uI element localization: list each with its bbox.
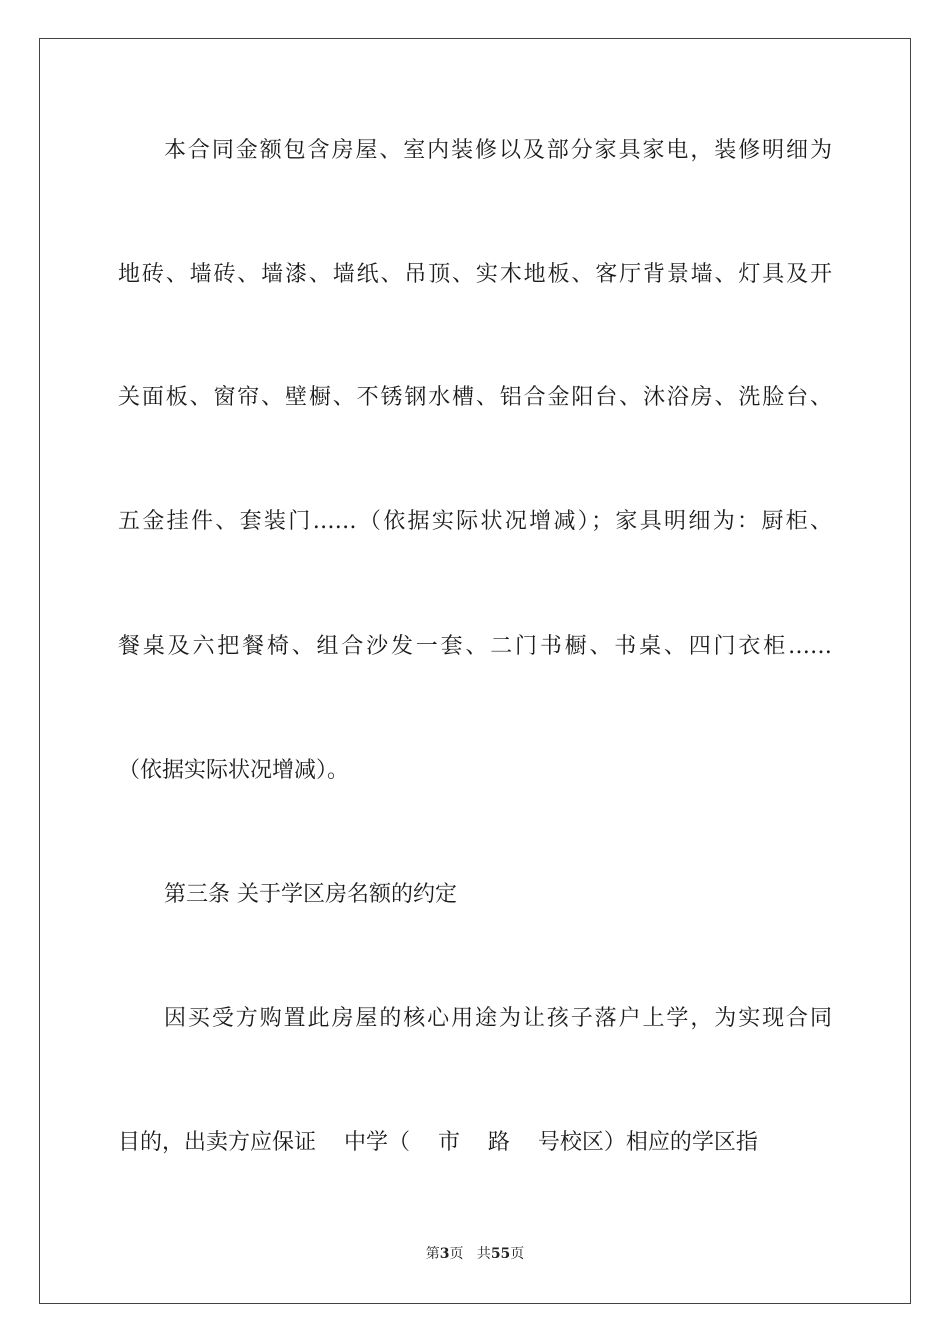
footer-total-suffix: 页	[510, 1246, 525, 1262]
text-line-9: 目的，出卖方应保证 中学（ 市 路 号校区）相应的学区指	[118, 1130, 758, 1155]
text-line-6: （依据实际状况增减）。	[118, 758, 350, 783]
section-heading: 第三条 关于学区房名额的约定	[164, 882, 457, 907]
page-border	[39, 38, 911, 1304]
footer-page-suffix: 页	[449, 1246, 464, 1262]
page-footer	[0, 1244, 950, 1264]
footer-page-number: 3	[439, 1246, 450, 1262]
text-line-1: 本合同金额包含房屋、室内装修以及部分家具家电，装修明细为	[164, 138, 832, 163]
text-line-2: 地砖、墙砖、墙漆、墙纸、吊顶、实木地板、客厅背景墙、灯具及开	[118, 262, 832, 287]
text-line-8: 因买受方购置此房屋的核心用途为让孩子落户上学，为实现合同	[164, 1006, 832, 1031]
text-line-3: 关面板、窗帘、壁橱、不锈钢水槽、铝合金阳台、沐浴房、洗脸台、	[118, 385, 832, 410]
text-line-4: 五金挂件、套装门……（依据实际状况增减）；家具明细为：厨柜、	[118, 509, 832, 534]
text-line-5: 餐桌及六把餐椅、组合沙发一套、二门书橱、书桌、四门衣柜……	[118, 634, 832, 659]
footer-total-number: 55	[490, 1246, 511, 1262]
footer-total-prefix: 共	[476, 1246, 491, 1262]
footer-page-prefix: 第	[425, 1246, 440, 1262]
